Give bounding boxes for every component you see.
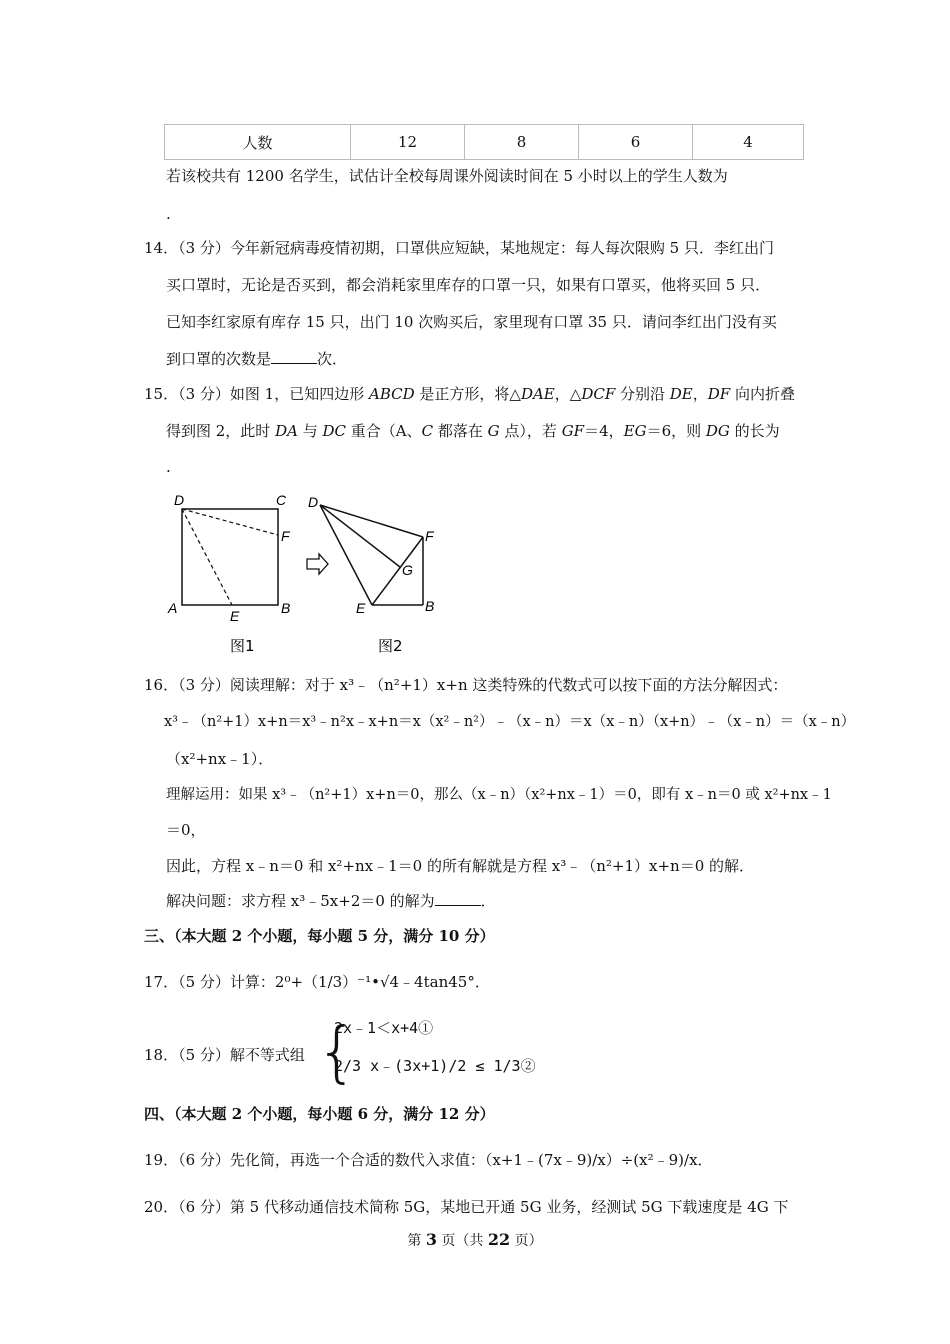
footer-text: 页（共 [436, 1233, 488, 1249]
text: 向内折叠 [730, 385, 795, 403]
text: 的长为 [729, 422, 780, 440]
label-e: E [356, 600, 366, 616]
q18-line [144, 1045, 305, 1065]
text: 得到图 2，此时 [166, 422, 276, 440]
table-row [165, 125, 804, 160]
math: DAE [520, 385, 555, 403]
q14-text: 次． [317, 350, 348, 368]
page-number: 3 [425, 1230, 437, 1249]
total-pages: 22 [487, 1230, 511, 1249]
q18-text: 解不等式组 [229, 1046, 305, 1064]
edge-dg [320, 505, 400, 567]
text: 是正方形，将△ [414, 385, 521, 403]
question-score: （6 分） [178, 1198, 230, 1216]
edge-df [320, 505, 423, 537]
question-score: （3 分） [178, 676, 230, 694]
text: 点），若 [499, 422, 562, 440]
label-b: B [425, 598, 435, 614]
math: DC [322, 422, 347, 440]
q14-text: 到口罩的次数是 [166, 350, 272, 368]
math: GF [561, 422, 585, 440]
q16-line-6: 因此，方程 x﹣n＝0 和 x²+nx﹣1＝0 的所有解就是方程 x³﹣（n²+1）x+n＝0 的解． [166, 857, 755, 875]
math: DA [275, 422, 298, 440]
text: 重合（A、 [346, 422, 422, 440]
text: ，△ [554, 385, 582, 403]
table-header-cell: 人数 [165, 125, 351, 160]
q19-line [144, 1150, 713, 1170]
footer-text: 第 [407, 1233, 426, 1249]
answer-blank [271, 349, 317, 364]
q14-line-1 [144, 238, 774, 258]
question-number: 17． [144, 973, 179, 991]
math: ABCD [369, 385, 415, 403]
math: G [487, 422, 500, 440]
figure-1-caption: 图1 [230, 637, 255, 655]
q13-text: 若该校共有 1200 名学生，试估计全校每周课外阅读时间在 5 小时以上的学生人数为 [166, 167, 728, 185]
system-brace: { [316, 1013, 358, 1090]
label-a: A [168, 600, 178, 616]
question-score: （5 分） [178, 973, 230, 991]
page-footer [0, 1230, 950, 1250]
q19-expression: 先化简，再选一个合适的数代入求值：（x+1﹣(7x﹣9)/x）÷(x²﹣9)/x． [229, 1151, 713, 1169]
question-score: （6 分） [178, 1151, 230, 1169]
label-b: B [281, 600, 291, 616]
question-number: 19． [144, 1151, 179, 1169]
q16-text: 阅读理解：对于 x³﹣（n²+1）x+n 这类特殊的代数式可以按下面的方法分解因式： [229, 676, 788, 694]
table-cell: 6 [579, 125, 693, 160]
q18-inequality-2: 2/3 x﹣(3x+1)/2 ≤ 1/3② [334, 1057, 536, 1075]
footer-text: 页） [510, 1233, 543, 1249]
section-4-heading: 四、（本大题 2 个小题，每小题 6 分，满分 12 分） [144, 1105, 495, 1123]
math: DF [707, 385, 731, 403]
label-e: E [230, 608, 240, 624]
q16-line-1 [144, 675, 787, 695]
text: 分别沿 [615, 385, 670, 403]
math: DCF [581, 385, 616, 403]
q16-line-5: ＝0， [166, 821, 206, 839]
arrow-icon [307, 554, 328, 574]
table-cell: 12 [351, 125, 465, 160]
text: ＝4， [584, 422, 624, 440]
q16-line-2: x³﹣（n²+1）x+n＝x³﹣n²x﹣x+n＝x（x²﹣n²）﹣（x﹣n）＝x（x﹣n）（x+n）﹣（x﹣n）＝（x﹣n） [164, 714, 856, 730]
answer-blank [435, 891, 481, 906]
math: EG [623, 422, 647, 440]
q20-line [144, 1197, 788, 1217]
q18-inequality-1: 2x﹣1＜x+4① [334, 1019, 434, 1037]
q14-line-4 [166, 349, 347, 369]
fold-line-de [182, 509, 232, 605]
edge-de [320, 505, 372, 605]
q17-expression: 计算：2⁰+（1/3）⁻¹•√4﹣4tan45°． [229, 973, 490, 991]
q16-line-3: （x²+nx﹣1）． [166, 750, 274, 768]
q13-tail: . [166, 205, 171, 223]
q15-line-2 [166, 421, 780, 441]
table-cell: 8 [465, 125, 579, 160]
edge-ef [372, 537, 423, 605]
question-number: 16． [144, 676, 179, 694]
figure-2 [308, 494, 435, 655]
text: 与 [297, 422, 323, 440]
q20-text: 第 5 代移动通信技术简称 5G，某地已开通 5G 业务，经测试 5G 下载速度是 4G 下 [229, 1198, 789, 1216]
question-number: 20． [144, 1198, 179, 1216]
text: 都落在 [433, 422, 488, 440]
question-number: 14． [144, 239, 179, 257]
text: ， [692, 385, 708, 403]
section-3-heading: 三、（本大题 2 个小题，每小题 5 分，满分 10 分） [144, 927, 495, 945]
fold-line-df [182, 509, 278, 535]
label-d: D [308, 494, 319, 510]
q14-line-3: 已知李红家原有库存 15 只，出门 10 次购买后，家里现有口罩 35 只．请问李红出门没有买 [166, 313, 777, 331]
square-abcd [182, 509, 278, 605]
text: ＝6，则 [646, 422, 706, 440]
q14-text: 今年新冠病毒疫情初期，口罩供应短缺，某地规定：每人每次限购 5 只．李红出门 [229, 239, 774, 257]
question-score: （5 分） [178, 1046, 230, 1064]
math: C [421, 422, 434, 440]
q16-line-4: 理解运用：如果 x³﹣（n²+1）x+n＝0，那么（x﹣n）（x²+nx﹣1）＝0，即有 x﹣n＝0 或 x²+nx﹣1 [166, 787, 832, 803]
q15-tail: . [166, 458, 171, 476]
label-d: D [174, 492, 185, 508]
q16-text: ． [480, 892, 496, 910]
geometry-figures [160, 485, 460, 660]
q14-line-2: 买口罩时，无论是否买到，都会消耗家里库存的口罩一只，如果有口罩买，他将买回 5 只． [166, 276, 771, 294]
label-c: C [276, 492, 287, 508]
figure-2-caption: 图2 [378, 637, 403, 655]
q16-text: 解决问题：求方程 x³﹣5x+2＝0 的解为 [166, 892, 435, 910]
math: DE [669, 385, 693, 403]
math: DG [705, 422, 730, 440]
label-g: G [402, 562, 413, 578]
q17-line [144, 972, 490, 992]
text: 如图 1，已知四边形 [229, 385, 369, 403]
question-number: 18． [144, 1046, 179, 1064]
question-number: 15． [144, 385, 179, 403]
question-score: （3 分） [178, 385, 230, 403]
label-f: F [281, 528, 290, 544]
figure-1 [167, 492, 291, 655]
table-cell: 4 [693, 125, 804, 160]
question-score: （3 分） [178, 239, 230, 257]
frequency-table [164, 124, 804, 160]
label-f: F [425, 528, 434, 544]
q15-line-1 [144, 384, 795, 404]
q16-line-7 [166, 891, 496, 911]
